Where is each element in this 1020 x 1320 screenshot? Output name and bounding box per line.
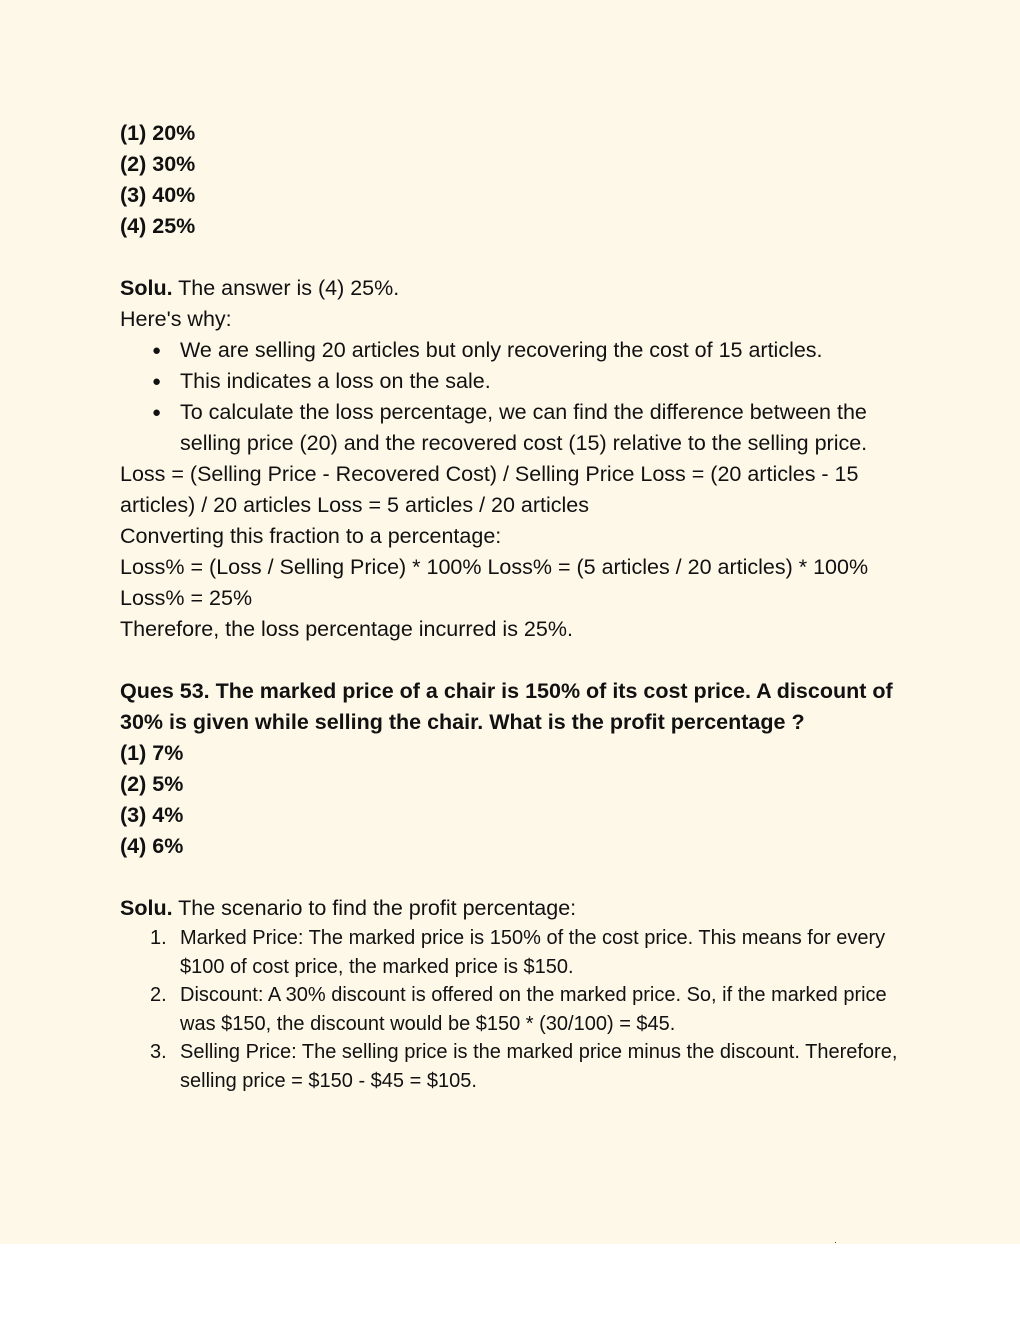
question-53: [120, 676, 910, 862]
bullet-item: ● This indicates a loss on the sale.: [180, 366, 910, 397]
spacer: [120, 862, 910, 893]
solution-answer: The answer is (4) 25%.: [172, 276, 400, 300]
option-2: (2) 30%: [120, 152, 196, 176]
option-4: (4) 6%: [120, 834, 184, 858]
spacer: [120, 242, 910, 273]
solution-intro-line: [120, 893, 910, 924]
step-number: 3.: [150, 1041, 167, 1063]
solution-label: Solu.: [120, 896, 173, 920]
option-2: (2) 5%: [120, 772, 184, 796]
solution-intro: Here's why:: [120, 307, 232, 331]
step-text: Discount: A 30% discount is offered on the marked price. So, if the marked price was $150, the discount would be $150 * (30/100) = $45.: [180, 984, 887, 1035]
step-item: [150, 924, 910, 981]
loss-formula: Loss = (Selling Price - Recovered Cost) / Selling Price Loss = (20 articles - 15 articles) / 20 articles Loss = 5 articles / 20 articles: [120, 462, 859, 517]
solution-steps: [120, 924, 910, 1095]
spacer: [120, 645, 910, 676]
question-text: Ques 53. The marked price of a chair is 150% of its cost price. A discount of 30% is given while selling the chair. What is the profit percentage ?: [120, 679, 893, 734]
option-1: (1) 7%: [120, 741, 184, 765]
q52-options: [120, 118, 910, 242]
bullet-item: ● We are selling 20 articles but only recovering the cost of 15 articles.: [180, 335, 910, 366]
step-item: [150, 1038, 910, 1095]
page-speck: [835, 1242, 836, 1243]
solution-bullets: [120, 335, 910, 459]
option-3: (3) 4%: [120, 803, 184, 827]
step-number: 2.: [150, 984, 167, 1006]
option-4: (4) 25%: [120, 214, 196, 238]
solution-answer-line: [120, 273, 910, 304]
conclusion-text: Therefore, the loss percentage incurred is 25%.: [120, 617, 573, 641]
option-3: (3) 40%: [120, 183, 196, 207]
step-number: 1.: [150, 927, 167, 949]
converting-text: Converting this fraction to a percentage:: [120, 524, 502, 548]
option-1: (1) 20%: [120, 121, 196, 145]
step-item: [150, 981, 910, 1038]
solution-intro: The scenario to find the profit percentage:: [172, 896, 577, 920]
page-content: [120, 118, 910, 1095]
step-text: Marked Price: The marked price is 150% of the cost price. This means for every $100 of cost price, the marked price is $150.: [180, 927, 886, 978]
step-text: Selling Price: The selling price is the marked price minus the discount. Therefore, selling price = $150 - $45 = $105.: [180, 1041, 898, 1092]
bullet-item: ● To calculate the loss percentage, we can find the difference between the selling price (20) and the recovered cost (15) relative to the selling price.: [180, 397, 910, 459]
solution-53: [120, 893, 910, 1095]
solution-52: [120, 273, 910, 645]
loss-percent-formula: Loss% = (Loss / Selling Price) * 100% Loss% = (5 articles / 20 articles) * 100% Loss% = 25%: [120, 555, 869, 610]
solution-label: Solu.: [120, 276, 173, 300]
